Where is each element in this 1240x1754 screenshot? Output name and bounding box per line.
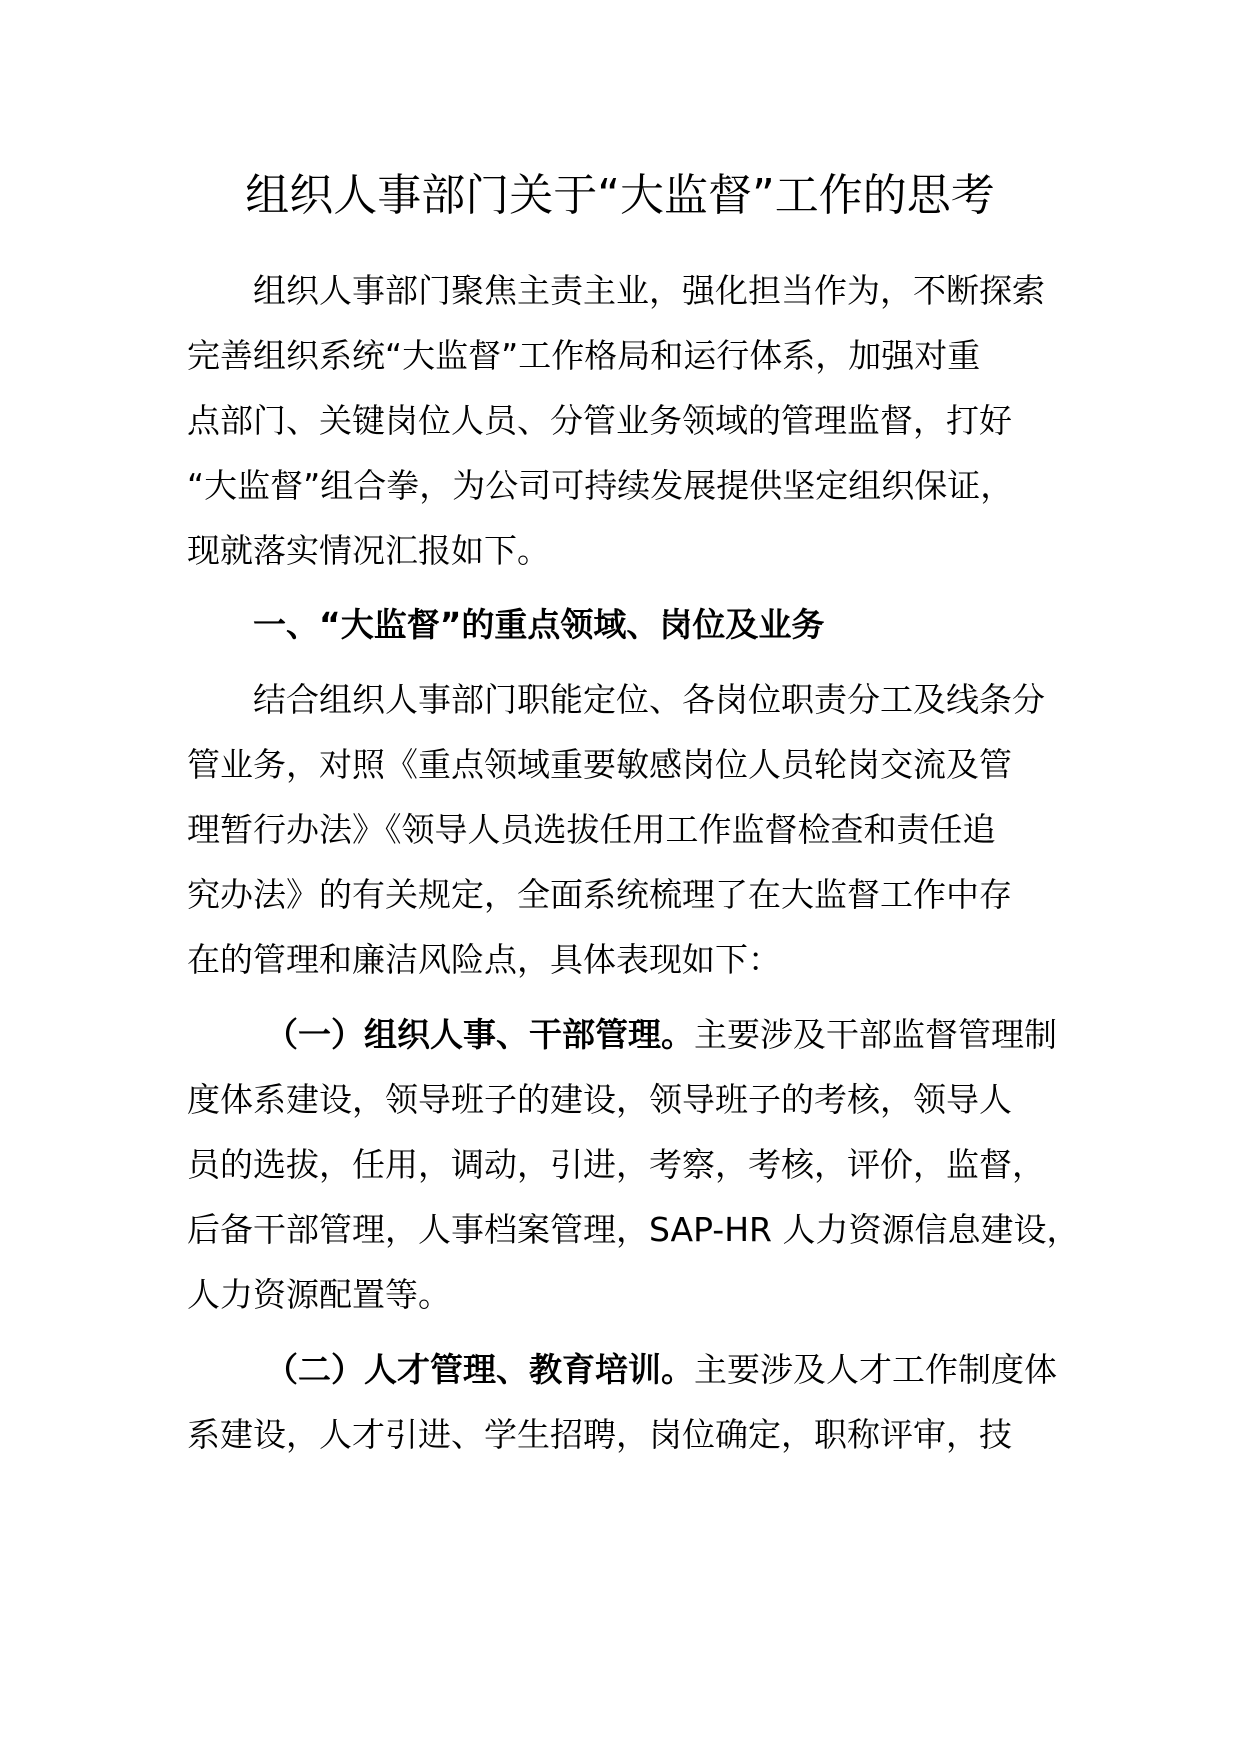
- paragraph-line: 组织人事部门聚焦主责主业，强化担当作为，不断探索: [253, 271, 1045, 310]
- paragraph-line: 现就落实情况汇报如下。: [187, 531, 550, 570]
- paragraph-line-rest: 主要涉及人才工作制度体: [694, 1350, 1057, 1389]
- section-heading-text: 一、“大监督”的重点领域、岗位及业务: [253, 605, 825, 644]
- paragraph-line: 结合组织人事部门职能定位、各岗位职责分工及线条分: [253, 680, 1045, 719]
- paragraph-line: 人力资源配置等。: [187, 1275, 451, 1314]
- paragraph-line: 管业务，对照《重点领域重要敏感岗位人员轮岗交流及管: [187, 745, 1012, 784]
- paragraph-talent-training: [187, 1337, 1087, 1467]
- paragraph-line: 员的选拔，任用，调动，引进，考察，考核，评价，监督，: [187, 1145, 1045, 1184]
- paragraph-first-line: [187, 1337, 1087, 1402]
- paragraph-line-rest: 主要涉及干部监督管理制: [694, 1015, 1057, 1054]
- paragraph-intro: [187, 258, 1087, 583]
- paragraph-line: “大监督”组合拳，为公司可持续发展提供坚定组织保证，: [187, 466, 1014, 505]
- paragraph-line: 后备干部管理，人事档案管理，SAP-HR 人力资源信息建设，: [187, 1210, 1080, 1249]
- paragraph-line: 究办法》的有关规定，全面系统梳理了在大监督工作中存: [187, 875, 1012, 914]
- paragraph-line: 度体系建设，领导班子的建设，领导班子的考核，领导人: [187, 1080, 1012, 1119]
- paragraph-cadre-management: [187, 1002, 1087, 1327]
- paragraph-line: 完善组织系统“大监督”工作格局和运行体系，加强对重: [187, 336, 981, 375]
- paragraph-line: 系建设，人才引进、学生招聘，岗位确定，职称评审，技: [187, 1415, 1012, 1454]
- paragraph-first-line: [187, 1002, 1087, 1067]
- paragraph-line: 理暂行办法》《领导人员选拔任用工作监督检查和责任追: [187, 810, 996, 849]
- paragraph-line: 点部门、关键岗位人员、分管业务领域的管理监督，打好: [187, 401, 1012, 440]
- subsection-lead: （一）组织人事、干部管理。: [265, 1015, 694, 1054]
- subsection-lead: （二）人才管理、教育培训。: [265, 1350, 694, 1389]
- page-title: 组织人事部门关于“大监督”工作的思考: [245, 170, 995, 221]
- paragraph-line: 在的管理和廉洁风险点，具体表现如下：: [187, 940, 781, 979]
- paragraph-scope: [187, 667, 1087, 992]
- section-heading: [187, 592, 1087, 657]
